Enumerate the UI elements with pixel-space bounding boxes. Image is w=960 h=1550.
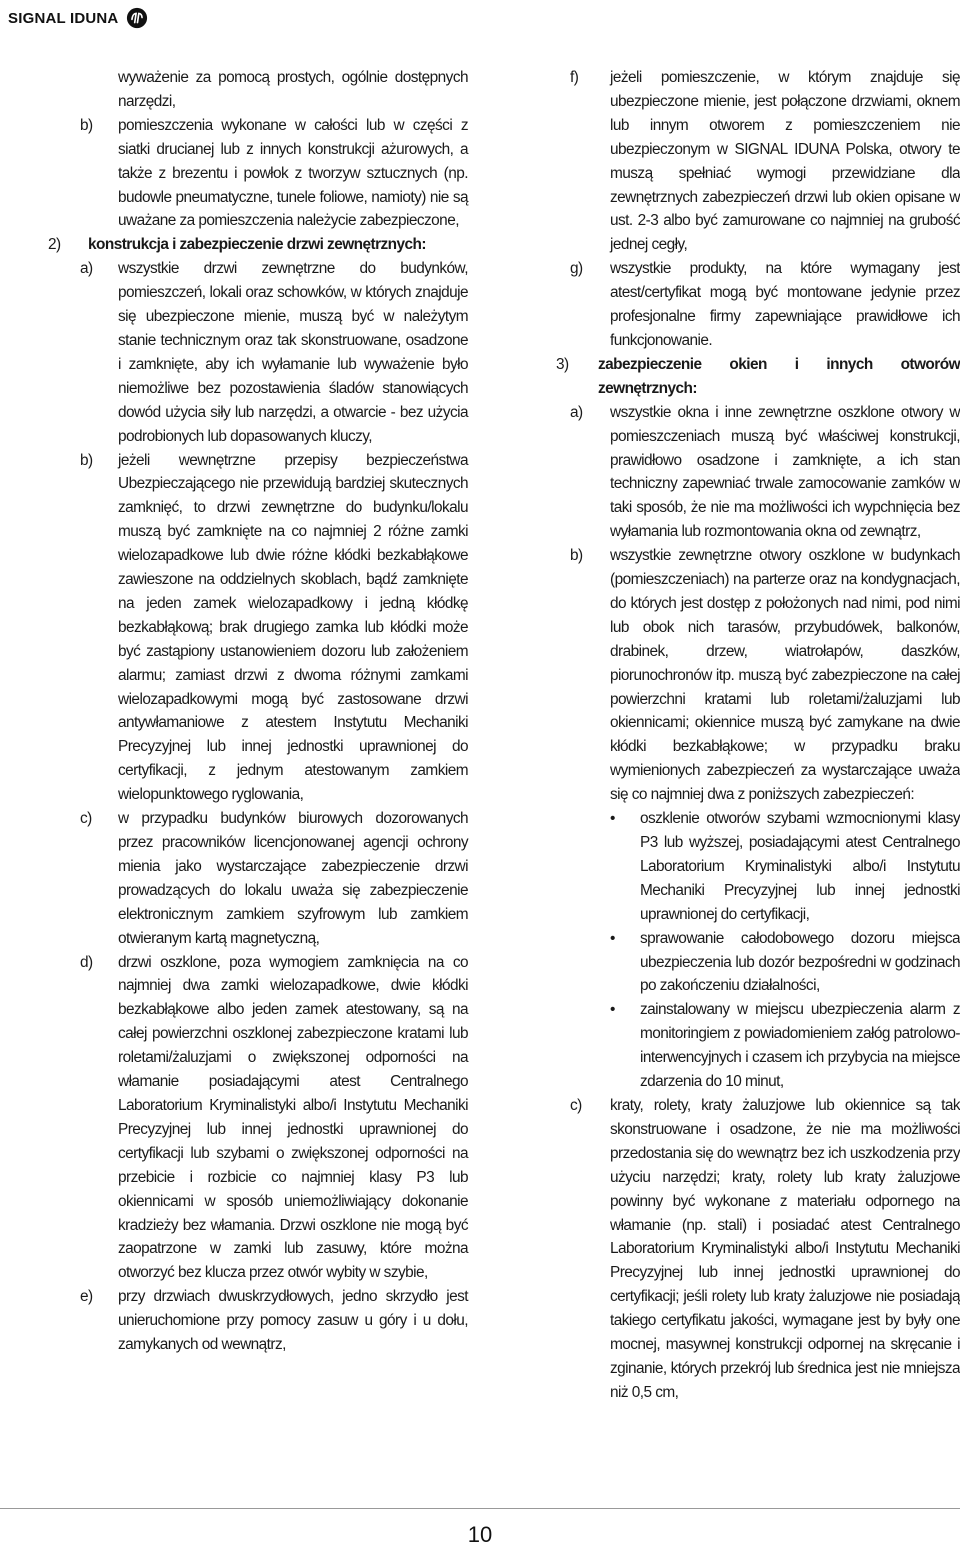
continued-paragraph: wyważenie za pomocą prostych, ogólnie dostępnych narzędzi, [118, 69, 468, 110]
item-label: d) [80, 953, 93, 971]
item-label: b) [80, 451, 93, 469]
item-label: e) [80, 1288, 93, 1306]
item-text: pomieszczenia wykonane w całości lub w części z siatki drucianej lub z innych konstrukcji ażurowych, a także z brezentu i powłok z tworzyw sztucznych (np. budowle pneumatyczne, tunele foliowe, namioty) nie są uważane za pomieszczenia należycie zabezpieczone, [118, 116, 468, 230]
right-column [538, 66, 960, 1405]
bullet-text: oszklenie otworów szybami wzmocnionymi klasy P3 lub wyższej, posiadającymi atest Centralnego Laboratorium Kryminalistyki albo/i Instytutu Mechaniki Precyzyjnej lub innej jednostki uprawnionej do certyfikacji, [640, 810, 960, 923]
list-item [570, 1094, 960, 1405]
item-text: jeżeli wewnętrzne przepisy bezpieczeństwa Ubezpieczającego nie przewidują bardziej skutecznych zamknięć, to drzwi zewnętrzne do budynku/lokalu muszą być zamknięte na co najmniej 2 różne zamki wielozapadkowe lub dwie różne kłódki bezkabłąkowe zawieszone na oddzielnych skoblach, bądź zamknięte na jeden zamek wielozapadkowy i jedną kłódkę bezkabłąkową; brak drugiego zamka lub kłódki może być zastąpiony ustanowieniem dozoru lub założeniem alarmu; zamiast drzwi z dwoma różnymi zamkami wielozapadkowymi mogą być zastosowane drzwi antywłamaniowe z atestem Instytutu Mechaniki Precyzyjnej lub innej jednostki uprawnionej do certyfikacji, z jednym atestowanym zamkiem wielopunktowego ryglowania, [118, 451, 468, 804]
item-text: wszystkie okna i inne zewnętrzne oszklone otwory w pomieszczeniach muszą być właściwej konstrukcji, prawidłowo osadzone i zamknięte, a ich stan techniczny zapewniać trwale zamocowanie zamków w taki sposób, że nie ma możliwości ich wypchnięcia bez wyłamania lub rozmontowania okna od zewnątrz, [610, 403, 960, 541]
footer-divider [0, 1508, 960, 1509]
section-title: konstrukcja i zabezpieczenie drzwi zewnętrznych: [88, 236, 426, 254]
page-number: 10 [467, 1522, 493, 1547]
item-text: jeżeli pomieszczenie, w którym znajduje się ubezpieczone mienie, jest połączone drzwiami, oknem lub innym otworem z pomieszczeniem nie ubezpieczonym w SIGNAL IDUNA Polska, otwory te muszą spełniać wymogi przewidziane dla zewnętrznych zabezpieczeń drzwi lub okien opisane w ust. 2-3 albo być zamurowane co najmniej na grubość jednej cegły, [610, 69, 960, 254]
item-label: c) [80, 810, 92, 828]
page-header [8, 6, 148, 30]
bullet-item [610, 927, 960, 999]
item-label: b) [570, 547, 583, 565]
bullet-item [610, 807, 960, 927]
list-item [570, 66, 960, 257]
list-item [80, 1285, 468, 1357]
item-text: przy drzwiach dwuskrzydłowych, jedno skrzydło jest unieruchomione przy pomocy zasuw u góry i u dołu, zamykanych od wewnątrz, [118, 1288, 468, 1354]
list-item [80, 807, 468, 950]
bullet-icon: • [610, 810, 615, 828]
section-number: 3) [556, 355, 569, 373]
list-item [80, 114, 468, 234]
list-item [570, 544, 960, 807]
item-text: wszystkie drzwi zewnętrzne do budynków, pomieszczeń, lokali oraz schowków, w których znajduje się ubezpieczone mienie, muszą być w należytym stanie technicznym oraz tak skonstruowane, osadzone i zamknięte, aby ich wyłamanie lub wyważenie było niemożliwe bez pozostawienia śladów stanowiących dowód użycia siły lub narzędzi, a otwarcie - bez użycia podrobionych lub dopasowanych kluczy, [118, 260, 468, 445]
list-item [80, 951, 468, 1286]
section-number: 2) [48, 236, 61, 254]
bullet-icon: • [610, 1001, 615, 1019]
item-text: wszystkie produkty, na które wymagany jest atest/certyfikat mogą być montowane jedynie przez profesjonalne firmy zapewniające prawidłowe ich funkcjonowanie. [610, 260, 960, 349]
section-heading-3 [556, 353, 960, 401]
item-text: drzwi oszklone, poza wymogiem zamknięcia na co najmniej dwa zamki wielozapadkowe, dwie kłódki bezkabłąkowe albo jeden zamek atestowany, są na całej powierzchni oszklonej zabezpieczone kratami lub roletami/żaluzjami o zwiększonej odporności na włamanie posiadającymi atest Centralnego Laboratorium Kryminalistyki albo/i Instytutu Mechaniki Precyzyjnej lub innej jednostki uprawnionej do certyfikacji lub szybami o zwiększonej odporności na przebicie i rozbicie co najmniej klasy P3 lub okiennicami w sposób uniemożliwiający dokonanie kradzieży bez włamania. Drzwi oszklone nie mogą być zaopatrzone w zamki lub zasuwy, które można otworzyć bez klucza przez otwór wybity w szybie, [118, 953, 468, 1282]
list-item [80, 449, 468, 808]
bullet-item [610, 998, 960, 1094]
item-text: wszystkie zewnętrzne otwory oszklone w budynkach (pomieszczeniach) na parterze oraz na kondygnacjach, do których jest dostęp z położonych nad nimi, pod nimi lub obok nich tarasów, przybudówek, balkonów, drabinek, drzew, wiatrołapów, daszków, piorunochronów itp. muszą być zabezpieczone na całej powierzchni kratami lub roletami/żaluzjami lub okiennicami; okiennice muszą być zamykane na dwie kłódki bezkabłąkowe; w przypadku braku wymienionych zabezpieczeń za wystarczające uważa się co najmniej dwa z poniższych zabezpieczeń: [610, 547, 960, 804]
item-label: b) [80, 116, 93, 134]
item-text: kraty, rolety, kraty żaluzjowe lub okiennice są tak skonstruowane i osadzone, że nie ma możliwości przedostania się do wewnątrz bez ich uszkodzenia przy użyciu narzędzi; kraty, rolety lub kraty żaluzjowe powinny być wykonane z materiału odpornego na włamanie (np. stali) i posiadać atest Centralnego Laboratorium Kryminalistyki albo/i Instytutu Mechaniki Precyzyjnej lub innej jednostki uprawnionej do certyfikacji; jeśli rolety lub kraty żaluzjowe nie posiadają takiego certyfikatu jakości, wymagane jest by były one mocnej, masywnej konstrukcji odpornej na skręcanie i zginanie, których przekrój lub średnica jest nie mniejsza niż 0,5 cm, [610, 1096, 960, 1401]
left-column [48, 66, 468, 1357]
list-item [570, 257, 960, 353]
brand-name: SIGNAL IDUNA [8, 9, 119, 27]
item-label: a) [80, 260, 93, 278]
list-item [80, 257, 468, 448]
list-item [570, 401, 960, 544]
bullet-icon: • [610, 929, 615, 947]
bullet-text: zainstalowany w miejscu ubezpieczenia alarm z monitoringiem z powiadomieniem załóg patrolowo-interwencyjnych i czasem ich przybycia na miejsce zdarzenia do 10 minut, [640, 1001, 960, 1091]
bullet-text: sprawowanie całodobowego dozoru miejsca ubezpieczenia lub dozór bezpośredni w godzinach po zakończeniu działalności, [640, 929, 960, 995]
section-heading-2 [48, 233, 468, 257]
item-label: f) [570, 69, 579, 86]
item-label: c) [570, 1096, 582, 1114]
section-title: zabezpieczenie okien i innych otworów zewnętrznych: [598, 355, 960, 397]
signal-iduna-logo-icon [126, 7, 148, 29]
item-label: g) [570, 260, 583, 278]
item-label: a) [570, 403, 583, 421]
item-text: w przypadku budynków biurowych dozorowanych przez pracowników licencjonowanej agencji ochrony mienia jako wystarczające zabezpieczenie drzwi prowadzących do lokalu uważa się zabezpieczenie elektronicznym zamkiem szyfrowym lub zamkiem otwieranym kartą magnetyczną, [118, 810, 468, 947]
